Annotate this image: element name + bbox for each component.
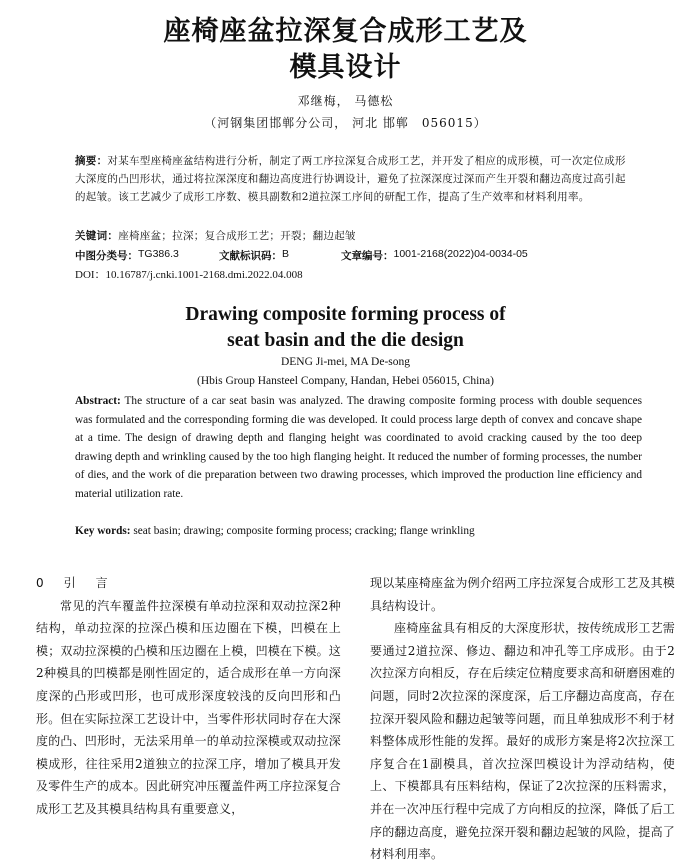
chinese-abstract-label: 摘要： bbox=[75, 155, 108, 167]
article-number-value: 1001-2168(2022)04-0034-05 bbox=[393, 248, 528, 260]
document-code-label: 文献标识码： bbox=[219, 250, 282, 262]
body-column-right bbox=[370, 572, 675, 866]
chinese-keywords-label: 关键词： bbox=[75, 230, 119, 242]
english-abstract-label: Abstract: bbox=[75, 395, 121, 407]
classification-number bbox=[75, 248, 179, 263]
classification-value: TG386.3 bbox=[138, 248, 179, 260]
article-number-label: 文章编号： bbox=[341, 250, 394, 262]
document-code bbox=[219, 248, 290, 263]
classification-label: 中图分类号： bbox=[75, 250, 138, 262]
chinese-affiliation: （河钢集团邯郸分公司， 河北 邯郸 056015） bbox=[204, 116, 487, 130]
section-heading: 0 引 言 bbox=[36, 576, 112, 590]
document-code-value: B bbox=[282, 248, 290, 260]
english-affiliation: (Hbis Group Hansteel Company, Handan, Hebei 056015, China) bbox=[197, 375, 494, 387]
body-paragraph: 常见的汽车覆盖件拉深模有单动拉深和双动拉深2种结构，单动拉深的拉深凸模和压边圈在下模，凹模在上模；双动拉深模的凸模和压边圈在上模，凹模在下模。这2种模具的凹模都是刚性固定的，适合成形在单一方向深度深的凸形或凹形，也可成形深度较浅的反向凹形和凸形。但在实际拉深工艺设计中，当零件形状同时存在大深度的凸、凹形时，无法采用单一的单动拉深模或双动拉深模成形，往往采用2道独立的拉深工序，增加了模具开发及零件生产的成本。因此研究冲压覆盖件两工序拉深复合成形工艺及其模具结构具有重要意义， bbox=[36, 598, 342, 816]
doi: DOI：10.16787/j.cnki.1001-2168.dmi.2022.04.008 bbox=[75, 269, 303, 281]
body-column-left bbox=[36, 572, 341, 821]
chinese-keywords-text: 座椅座盆；拉深；复合成形工艺；开裂；翻边起皱 bbox=[118, 230, 356, 242]
article-number bbox=[341, 248, 528, 263]
english-keywords-text: seat basin; drawing; composite forming process; cracking; flange wrinkling bbox=[133, 525, 475, 537]
english-title-line-2: seat basin and the die design bbox=[227, 330, 464, 351]
english-title-line-1: Drawing composite forming process of bbox=[185, 304, 506, 325]
english-authors: DENG Ji-mei, MA De-song bbox=[280, 356, 411, 368]
chinese-keywords bbox=[75, 227, 635, 245]
english-abstract-text: The structure of a car seat basin was analyzed. The drawing composite forming process with double sequences was formulated and the corresponding forming die was developed. It could process large depth of convex and concave shape at a time. The design of drawing depth and flanging height was coordinated to avoid cracking caused by the too deep drawing depth and wrinkling caused by the too high flanging height. It reduced the number of forming processes, the number of dies, and the work of die preparation between two drawing processes, which improved the production line efficiency and material utilization rate. bbox=[75, 395, 642, 500]
body-paragraph-continued: 现以某座椅座盆为例介绍两工序拉深复合成形工艺及其模具结构设计。 bbox=[370, 576, 676, 613]
english-abstract bbox=[75, 392, 642, 504]
chinese-title-line-2: 模具设计 bbox=[289, 52, 402, 83]
chinese-authors: 邓继梅， 马德松 bbox=[297, 94, 394, 108]
english-keywords bbox=[75, 522, 642, 541]
english-keywords-label: Key words: bbox=[75, 525, 131, 537]
chinese-title-line-1: 座椅座盆拉深复合成形工艺及 bbox=[163, 16, 528, 47]
chinese-abstract-text: 对某车型座椅座盆结构进行分析，制定了两工序拉深复合成形工艺，并开发了相应的成形模，可一次定位成形大深度的凸凹形状，通过将拉深深度和翻边高度进行协调设计，避免了拉深深度过深而产生开裂和翻边高度过高引起的起皱。该工艺减少了成形工序数、模具副数和2道拉深工序间的研配工作，提高了生产效率和材料利用率。 bbox=[75, 155, 626, 203]
body-paragraph: 座椅座盆具有相反的大深度形状，按传统成形工艺需要通过2道拉深、修边、翻边和冲孔等工序成形。由于2次拉深方向相反，存在后续定位精度要求高和研磨困难的问题，同时2次拉深的深度深，后工序翻边高度高，存在拉深开裂风险和翻边起皱等问题，而且单独成形不利于材料整体成形性能的发挥。最好的成形方案是将2次拉深工序复合在1副模具，首次拉深凹模设计为浮动结构，使上、下模都具有压料结构，保证了2次拉深的压料需求，并在一次冲压行程中完成了方向相反的拉深，降低了后工序的翻边高度，避免拉深开裂和翻边起皱的风险，提高了材料利用率。 bbox=[370, 621, 676, 862]
chinese-abstract bbox=[75, 152, 635, 206]
